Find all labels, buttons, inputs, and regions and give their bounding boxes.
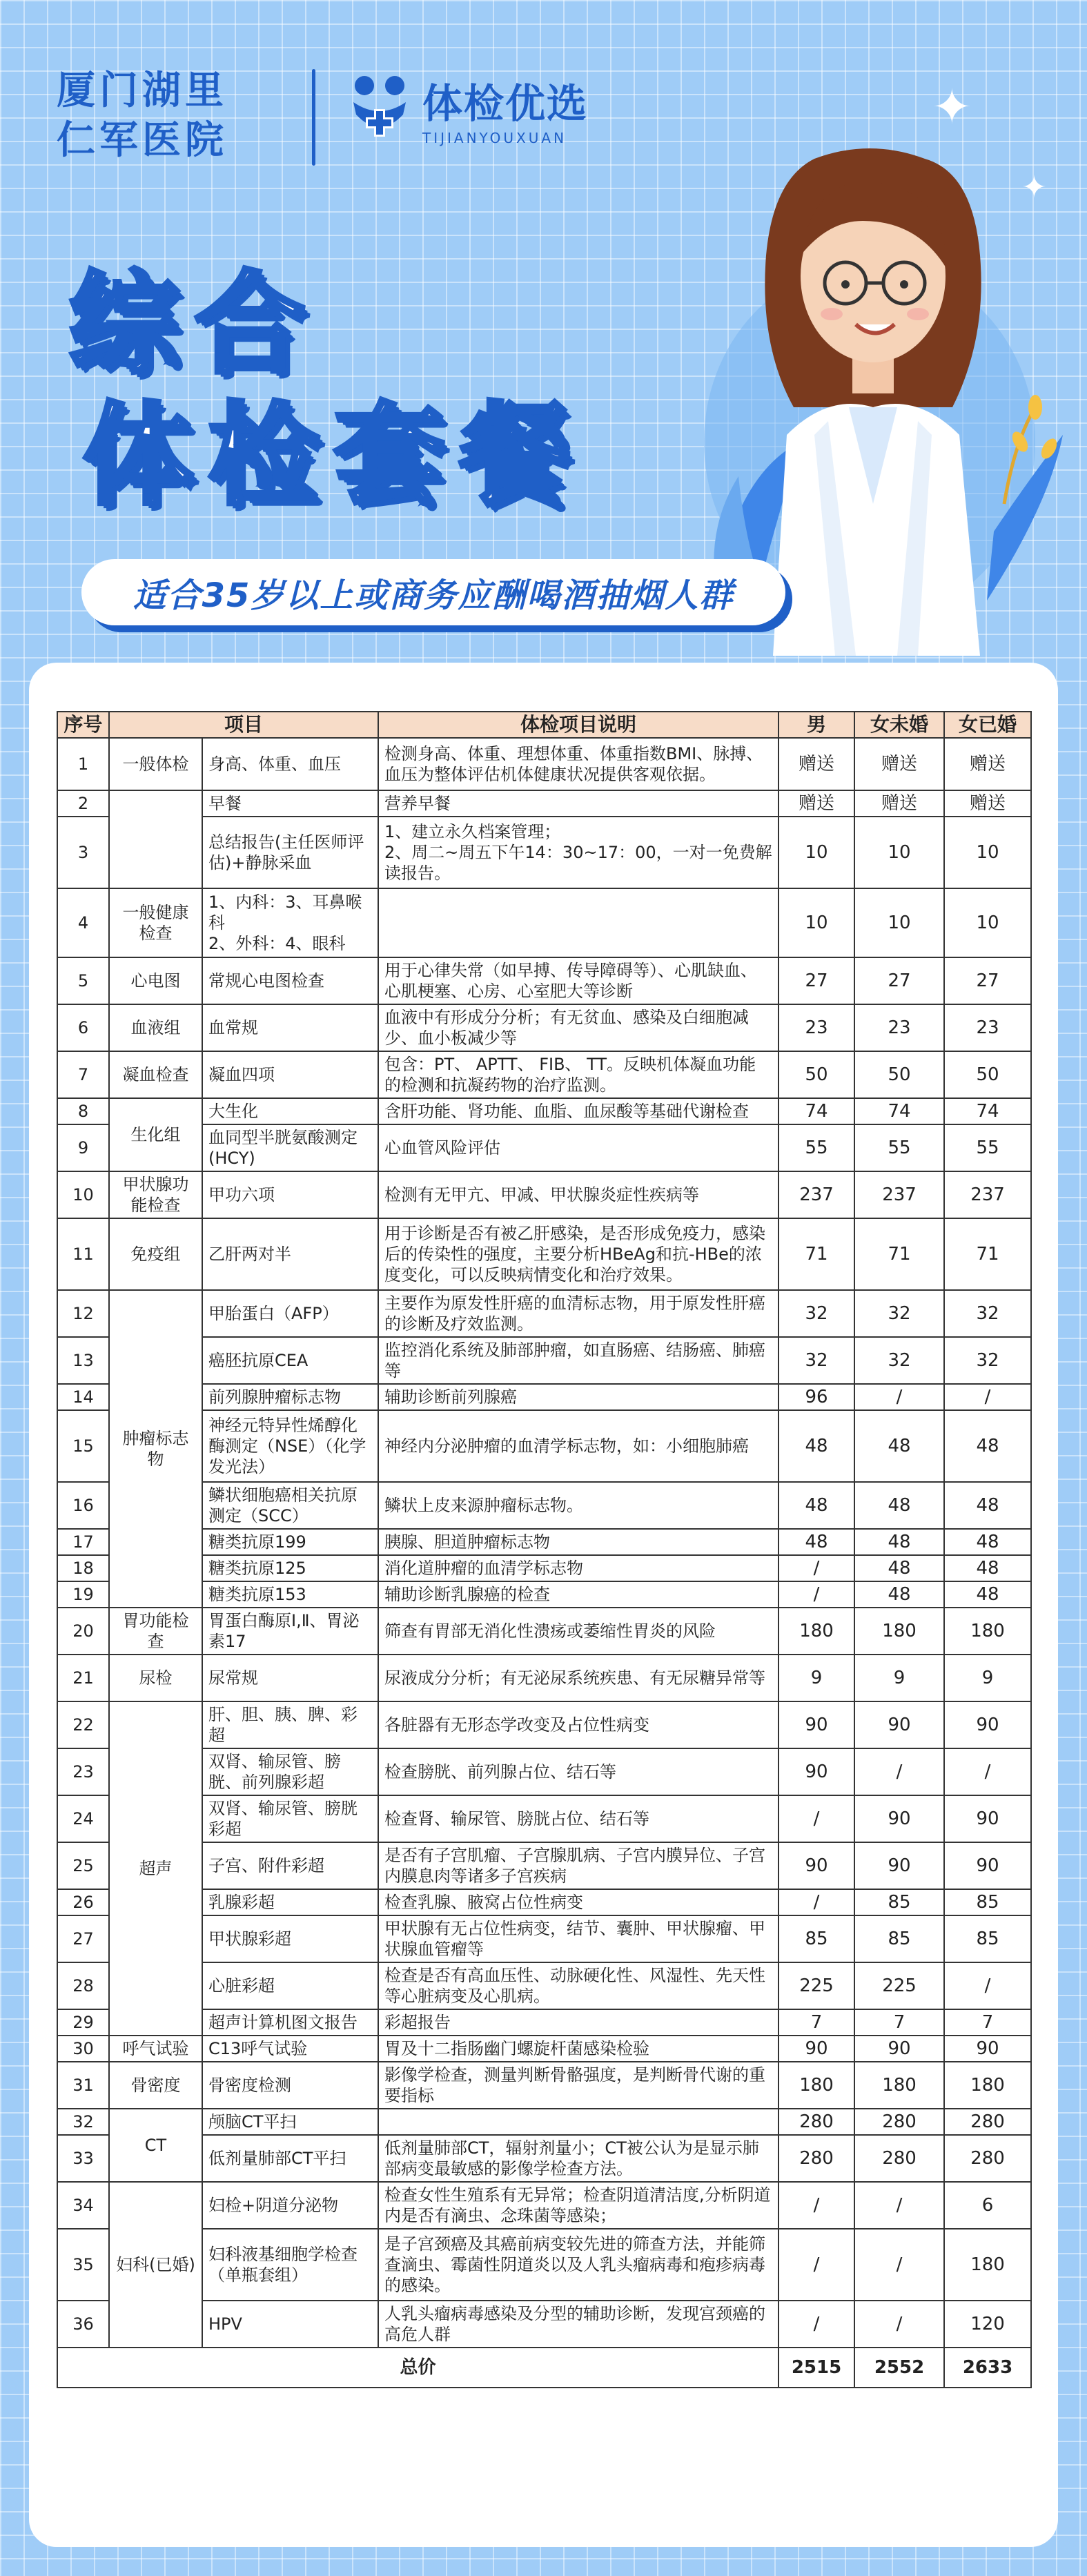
price-male: 180 <box>778 2062 854 2109</box>
description-cell: 辅助诊断前列腺癌 <box>378 1384 778 1410</box>
row-number: 7 <box>57 1051 109 1098</box>
total-female-unmarried: 2552 <box>854 2348 944 2388</box>
row-number: 21 <box>57 1655 109 1701</box>
category-cell: 凝血检查 <box>109 1051 202 1098</box>
item-cell: 凝血四项 <box>202 1051 378 1098</box>
description-cell: 各脏器有无形态学改变及占位性病变 <box>378 1701 778 1748</box>
total-row <box>57 2348 1031 2388</box>
category-cell: 超声 <box>109 1701 202 2036</box>
price-male: 32 <box>778 1337 854 1384</box>
hospital-name-line1: 厦门湖里 <box>57 68 228 113</box>
table-row <box>57 2135 1031 2182</box>
item-cell: 糖类抗原125 <box>202 1555 378 1581</box>
category-cell <box>109 790 202 888</box>
price-male: 96 <box>778 1384 854 1410</box>
description-cell: 鳞状上皮来源肿瘤标志物。 <box>378 1482 778 1529</box>
category-cell: 胃功能检查 <box>109 1608 202 1655</box>
row-number: 23 <box>57 1748 109 1795</box>
price-male: / <box>778 1795 854 1842</box>
category-cell: 心电图 <box>109 957 202 1004</box>
row-number: 35 <box>57 2229 109 2301</box>
table-row <box>57 1915 1031 1962</box>
price-female-married: 48 <box>944 1581 1031 1608</box>
description-cell: 用于诊断是否有被乙肝感染，是否形成免疫力，感染后的传染性的强度，主要分析HBeAg和抗-HBe的浓度变化，可以反映病情变化和治疗效果。 <box>378 1218 778 1290</box>
price-female-married: 55 <box>944 1124 1031 1171</box>
table-header-row <box>57 712 1031 738</box>
price-female-married: 27 <box>944 957 1031 1004</box>
row-number: 31 <box>57 2062 109 2109</box>
price-female-unmarried: 赠送 <box>854 790 944 817</box>
brand-name: 体检优选 <box>422 80 589 127</box>
table-row <box>57 1098 1031 1124</box>
sparkle-icon: ✦ <box>932 79 972 135</box>
item-cell: 胃蛋白酶原Ⅰ,Ⅱ、胃泌素17 <box>202 1608 378 1655</box>
price-female-unmarried: / <box>854 1384 944 1410</box>
price-female-married: 48 <box>944 1410 1031 1482</box>
price-female-married: 10 <box>944 888 1031 957</box>
price-male: / <box>778 2182 854 2229</box>
table-row <box>57 790 1031 817</box>
description-cell: 彩超报告 <box>378 2009 778 2036</box>
price-female-unmarried: 225 <box>854 1962 944 2009</box>
price-female-unmarried: 10 <box>854 888 944 957</box>
row-number: 15 <box>57 1410 109 1482</box>
header-desc: 体检项目说明 <box>378 712 778 738</box>
price-female-married: 9 <box>944 1655 1031 1701</box>
table-row <box>57 1384 1031 1410</box>
price-female-unmarried: 180 <box>854 1608 944 1655</box>
price-male: 赠送 <box>778 790 854 817</box>
price-female-unmarried: / <box>854 2182 944 2229</box>
row-number: 13 <box>57 1337 109 1384</box>
table-row <box>57 1337 1031 1384</box>
item-cell: 前列腺肿瘤标志物 <box>202 1384 378 1410</box>
table-row <box>57 2229 1031 2301</box>
price-female-married: 85 <box>944 1889 1031 1915</box>
price-female-unmarried: 32 <box>854 1337 944 1384</box>
price-female-unmarried: 9 <box>854 1655 944 1701</box>
logo-divider <box>312 69 315 166</box>
row-number: 9 <box>57 1124 109 1171</box>
price-male: / <box>778 2229 854 2301</box>
row-number: 6 <box>57 1004 109 1051</box>
item-cell: 尿常规 <box>202 1655 378 1701</box>
description-cell: 主要作为原发性肝癌的血清标志物，用于原发性肝癌的诊断及疗效监测。 <box>378 1290 778 1337</box>
table-row <box>57 1555 1031 1581</box>
total-male: 2515 <box>778 2348 854 2388</box>
item-cell: 早餐 <box>202 790 378 817</box>
price-male: 90 <box>778 1842 854 1889</box>
row-number: 32 <box>57 2109 109 2135</box>
target-audience-banner: 适合35岁以上或商务应酬喝酒抽烟人群 <box>81 559 785 625</box>
price-female-married: / <box>944 1384 1031 1410</box>
price-female-married: 赠送 <box>944 738 1031 790</box>
price-female-unmarried: 90 <box>854 1842 944 1889</box>
row-number: 25 <box>57 1842 109 1889</box>
item-cell: 心脏彩超 <box>202 1962 378 2009</box>
price-female-married: 120 <box>944 2301 1031 2348</box>
price-female-married: 180 <box>944 2062 1031 2109</box>
category-cell: 妇科(已婚) <box>109 2182 202 2348</box>
table-row <box>57 2301 1031 2348</box>
price-male: 23 <box>778 1004 854 1051</box>
price-female-unmarried: 48 <box>854 1482 944 1529</box>
price-male: 237 <box>778 1171 854 1218</box>
description-cell: 含肝功能、肾功能、血脂、血尿酸等基础代谢检查 <box>378 1098 778 1124</box>
item-cell: 血同型半胱氨酸测定(HCY) <box>202 1124 378 1171</box>
table-row <box>57 1581 1031 1608</box>
price-female-unmarried: 280 <box>854 2135 944 2182</box>
description-cell: 营养早餐 <box>378 790 778 817</box>
row-number: 11 <box>57 1218 109 1290</box>
price-female-unmarried: 27 <box>854 957 944 1004</box>
table-row <box>57 2062 1031 2109</box>
row-number: 20 <box>57 1608 109 1655</box>
table-row <box>57 817 1031 888</box>
table-row <box>57 888 1031 957</box>
row-number: 36 <box>57 2301 109 2348</box>
row-number: 30 <box>57 2036 109 2062</box>
price-female-married: 90 <box>944 2036 1031 2062</box>
price-male: 32 <box>778 1290 854 1337</box>
item-cell: 子宫、附件彩超 <box>202 1842 378 1889</box>
category-cell: 免疫组 <box>109 1218 202 1290</box>
description-cell: 检查肾、输尿管、膀胱占位、结石等 <box>378 1795 778 1842</box>
price-female-married: 赠送 <box>944 790 1031 817</box>
row-number: 16 <box>57 1482 109 1529</box>
description-cell <box>378 888 778 957</box>
item-cell: HPV <box>202 2301 378 2348</box>
table-row <box>57 2009 1031 2036</box>
hospital-name-line2: 仁军医院 <box>57 118 228 163</box>
table-row <box>57 1290 1031 1337</box>
row-number: 28 <box>57 1962 109 2009</box>
category-cell: 血液组 <box>109 1004 202 1051</box>
description-cell: 低剂量肺部CT，辐射剂量小；CT被公认为是显示肺部病变最敏感的影像学检查方法。 <box>378 2135 778 2182</box>
description-cell: 检查女性生殖系有无异常；检查阴道清洁度,分析阴道内是否有滴虫、念珠菌等感染； <box>378 2182 778 2229</box>
brand-logo-icon <box>344 72 415 144</box>
item-cell: 妇科液基细胞学检查（单瓶套组） <box>202 2229 378 2301</box>
item-cell: 肝、胆、胰、脾、彩超 <box>202 1701 378 1748</box>
description-cell: 用于心律失常（如早搏、传导障碍等）、心肌缺血、心肌梗塞、心房、心室肥大等诊断 <box>378 957 778 1004</box>
price-male: 225 <box>778 1962 854 2009</box>
price-female-unmarried: 85 <box>854 1889 944 1915</box>
row-number: 22 <box>57 1701 109 1748</box>
description-cell: 胰腺、胆道肿瘤标志物 <box>378 1529 778 1555</box>
price-male: 280 <box>778 2135 854 2182</box>
row-number: 14 <box>57 1384 109 1410</box>
description-cell: 尿液成分分析；有无泌尿系统疾患、有无尿糖异常等 <box>378 1655 778 1701</box>
description-cell: 检测有无甲亢、甲减、甲状腺炎症性疾病等 <box>378 1171 778 1218</box>
header-female-married: 女已婚 <box>944 712 1031 738</box>
category-cell: 骨密度 <box>109 2062 202 2109</box>
price-female-unmarried: 10 <box>854 817 944 888</box>
price-female-unmarried: 85 <box>854 1915 944 1962</box>
table-row <box>57 1842 1031 1889</box>
sparkle-icon: ✦ <box>1021 170 1047 205</box>
price-female-married: 48 <box>944 1482 1031 1529</box>
description-cell: 辅助诊断乳腺癌的检查 <box>378 1581 778 1608</box>
price-female-married: 90 <box>944 1842 1031 1889</box>
price-female-unmarried: 90 <box>854 2036 944 2062</box>
table-row <box>57 1701 1031 1748</box>
price-female-married: 48 <box>944 1555 1031 1581</box>
item-cell: 糖类抗原153 <box>202 1581 378 1608</box>
price-female-unmarried: 55 <box>854 1124 944 1171</box>
item-cell: C13呼气试验 <box>202 2036 378 2062</box>
price-female-unmarried: 280 <box>854 2109 944 2135</box>
item-cell: 甲状腺彩超 <box>202 1915 378 1962</box>
row-number: 34 <box>57 2182 109 2229</box>
header-female-unmarried: 女未婚 <box>854 712 944 738</box>
price-female-married: 237 <box>944 1171 1031 1218</box>
table-row <box>57 1218 1031 1290</box>
price-female-married: 32 <box>944 1290 1031 1337</box>
price-male: 74 <box>778 1098 854 1124</box>
row-number: 1 <box>57 738 109 790</box>
item-cell: 癌胚抗原CEA <box>202 1337 378 1384</box>
price-female-married: 71 <box>944 1218 1031 1290</box>
price-male: / <box>778 1581 854 1608</box>
description-cell: 检查膀胱、前列腺占位、结石等 <box>378 1748 778 1795</box>
price-male: / <box>778 2301 854 2348</box>
table-row <box>57 1051 1031 1098</box>
item-cell: 总结报告(主任医师评估)+静脉采血 <box>202 817 378 888</box>
item-cell: 大生化 <box>202 1098 378 1124</box>
row-number: 18 <box>57 1555 109 1581</box>
price-male: 48 <box>778 1410 854 1482</box>
description-cell: 检查乳腺、腋窝占位性病变 <box>378 1889 778 1915</box>
price-male: 9 <box>778 1655 854 1701</box>
table-row <box>57 1889 1031 1915</box>
price-male: 90 <box>778 1748 854 1795</box>
price-male: 71 <box>778 1218 854 1290</box>
package-table <box>57 711 1032 2388</box>
price-male: 90 <box>778 2036 854 2062</box>
price-female-married: 32 <box>944 1337 1031 1384</box>
item-cell: 1、内科：3、耳鼻喉科 2、外科：4、眼科 <box>202 888 378 957</box>
description-cell: 检测身高、体重、理想体重、体重指数BMI、脉搏、血压为整体评估机体健康状况提供客观依据。 <box>378 738 778 790</box>
brand-name-en: TIJIANYOUXUAN <box>422 130 567 146</box>
price-female-unmarried: 48 <box>854 1529 944 1555</box>
item-cell: 乙肝两对半 <box>202 1218 378 1290</box>
row-number: 19 <box>57 1581 109 1608</box>
description-cell: 神经内分泌肿瘤的血清学标志物，如：小细胞肺癌 <box>378 1410 778 1482</box>
item-cell: 乳腺彩超 <box>202 1889 378 1915</box>
table-row <box>57 1482 1031 1529</box>
price-female-unmarried: 90 <box>854 1701 944 1748</box>
price-female-married: 23 <box>944 1004 1031 1051</box>
row-number: 26 <box>57 1889 109 1915</box>
category-cell: 肿瘤标志物 <box>109 1290 202 1608</box>
brand-logo-text <box>422 81 588 146</box>
item-cell: 甲胎蛋白（AFP） <box>202 1290 378 1337</box>
row-number: 5 <box>57 957 109 1004</box>
price-male: / <box>778 1889 854 1915</box>
price-female-married: 85 <box>944 1915 1031 1962</box>
price-male: 55 <box>778 1124 854 1171</box>
price-male: 48 <box>778 1529 854 1555</box>
page-title-line2: 体检套餐 <box>83 391 586 520</box>
category-cell: 尿检 <box>109 1655 202 1701</box>
price-female-married: 280 <box>944 2135 1031 2182</box>
row-number: 2 <box>57 790 109 817</box>
price-female-unmarried: 237 <box>854 1171 944 1218</box>
price-male: 10 <box>778 888 854 957</box>
row-number: 8 <box>57 1098 109 1124</box>
hospital-logo-text <box>57 66 228 166</box>
description-cell: 影像学检查，测量判断骨骼强度，是判断骨代谢的重要指标 <box>378 2062 778 2109</box>
description-cell <box>378 2109 778 2135</box>
item-cell: 神经元特异性烯醇化酶测定（NSE）（化学发光法） <box>202 1410 378 1482</box>
price-female-married: 10 <box>944 817 1031 888</box>
table-row <box>57 738 1031 790</box>
price-male: 10 <box>778 817 854 888</box>
price-female-unmarried: 32 <box>854 1290 944 1337</box>
description-cell: 包含：PT、 APTT、 FIB、 TT。反映机体凝血功能的检测和抗凝药物的治疗监测。 <box>378 1051 778 1098</box>
category-cell: CT <box>109 2109 202 2182</box>
item-cell: 常规心电图检查 <box>202 957 378 1004</box>
table-row <box>57 1529 1031 1555</box>
item-cell: 鳞状细胞癌相关抗原测定（SCC） <box>202 1482 378 1529</box>
table-row <box>57 1655 1031 1701</box>
price-female-unmarried: 赠送 <box>854 738 944 790</box>
price-female-unmarried: 90 <box>854 1795 944 1842</box>
item-cell: 骨密度检测 <box>202 2062 378 2109</box>
table-row <box>57 1410 1031 1482</box>
description-cell: 人乳头瘤病毒感染及分型的辅助诊断，发现宫颈癌的高危人群 <box>378 2301 778 2348</box>
description-cell: 是子宫颈癌及其癌前病变较先进的筛查方法，并能筛查滴虫、霉菌性阴道炎以及人乳头瘤病毒和疱疹病毒的感染。 <box>378 2229 778 2301</box>
row-number: 12 <box>57 1290 109 1337</box>
price-male: 85 <box>778 1915 854 1962</box>
description-cell: 1、建立永久档案管理； 2、周二~周五下午14：30~17：00，一对一免费解读报告。 <box>378 817 778 888</box>
row-number: 29 <box>57 2009 109 2036</box>
price-female-unmarried: 50 <box>854 1051 944 1098</box>
category-cell: 一般健康检查 <box>109 888 202 957</box>
price-male: 90 <box>778 1701 854 1748</box>
price-female-married: 7 <box>944 2009 1031 2036</box>
table-row <box>57 1748 1031 1795</box>
row-number: 3 <box>57 817 109 888</box>
category-cell: 甲状腺功能检查 <box>109 1171 202 1218</box>
table-row <box>57 1171 1031 1218</box>
price-female-unmarried: 71 <box>854 1218 944 1290</box>
price-female-unmarried: 74 <box>854 1098 944 1124</box>
item-cell: 糖类抗原199 <box>202 1529 378 1555</box>
category-cell: 呼气试验 <box>109 2036 202 2062</box>
price-female-married: 48 <box>944 1529 1031 1555</box>
price-female-unmarried: / <box>854 2301 944 2348</box>
item-cell: 颅脑CT平扫 <box>202 2109 378 2135</box>
price-male: 27 <box>778 957 854 1004</box>
price-female-married: 50 <box>944 1051 1031 1098</box>
item-cell: 甲功六项 <box>202 1171 378 1218</box>
description-cell: 监控消化系统及肺部肿瘤，如直肠癌、结肠癌、肺癌等 <box>378 1337 778 1384</box>
description-cell: 筛查有胃部无消化性溃疡或萎缩性胃炎的风险 <box>378 1608 778 1655</box>
price-female-married: 90 <box>944 1795 1031 1842</box>
table-row <box>57 2036 1031 2062</box>
price-female-unmarried: / <box>854 2229 944 2301</box>
price-female-unmarried: 23 <box>854 1004 944 1051</box>
price-female-unmarried: 48 <box>854 1555 944 1581</box>
price-female-unmarried: 48 <box>854 1410 944 1482</box>
page-title-line1: 综合 <box>69 260 321 389</box>
price-male: 180 <box>778 1608 854 1655</box>
category-cell: 一般体检 <box>109 738 202 790</box>
package-card <box>29 663 1058 2547</box>
row-number: 17 <box>57 1529 109 1555</box>
description-cell: 是否有子宫肌瘤、子宫腺肌病、子宫内膜异位、子宫内膜息肉等诸多子宫疾病 <box>378 1842 778 1889</box>
price-female-married: 6 <box>944 2182 1031 2229</box>
description-cell: 消化道肿瘤的血清学标志物 <box>378 1555 778 1581</box>
price-female-married: 180 <box>944 1608 1031 1655</box>
table-row <box>57 1962 1031 2009</box>
row-number: 27 <box>57 1915 109 1962</box>
price-female-unmarried: 7 <box>854 2009 944 2036</box>
item-cell: 超声计算机图文报告 <box>202 2009 378 2036</box>
price-female-married: 74 <box>944 1098 1031 1124</box>
item-cell: 血常规 <box>202 1004 378 1051</box>
table-row <box>57 1124 1031 1171</box>
description-cell: 心血管风险评估 <box>378 1124 778 1171</box>
price-female-married: / <box>944 1748 1031 1795</box>
item-cell: 双肾、输尿管、膀胱彩超 <box>202 1795 378 1842</box>
description-cell: 检查是否有高血压性、动脉硬化性、风湿性、先天性等心脏病变及心肌病。 <box>378 1962 778 2009</box>
total-female-married: 2633 <box>944 2348 1031 2388</box>
total-label: 总价 <box>57 2348 778 2388</box>
price-female-married: 90 <box>944 1701 1031 1748</box>
category-cell: 生化组 <box>109 1098 202 1171</box>
price-male: / <box>778 1555 854 1581</box>
table-row <box>57 1795 1031 1842</box>
table-row <box>57 2182 1031 2229</box>
price-male: 48 <box>778 1482 854 1529</box>
row-number: 33 <box>57 2135 109 2182</box>
item-cell: 低剂量肺部CT平扫 <box>202 2135 378 2182</box>
table-row <box>57 1004 1031 1051</box>
row-number: 24 <box>57 1795 109 1842</box>
item-cell: 双肾、输尿管、膀胱、前列腺彩超 <box>202 1748 378 1795</box>
row-number: 4 <box>57 888 109 957</box>
description-cell: 甲状腺有无占位性病变，结节、囊肿、甲状腺瘤、甲状腺血管瘤等 <box>378 1915 778 1962</box>
header-no: 序号 <box>57 712 109 738</box>
price-female-married: 280 <box>944 2109 1031 2135</box>
table-row <box>57 2109 1031 2135</box>
price-female-married: 180 <box>944 2229 1031 2301</box>
price-male: 7 <box>778 2009 854 2036</box>
header-male: 男 <box>778 712 854 738</box>
price-male: 50 <box>778 1051 854 1098</box>
price-female-unmarried: 180 <box>854 2062 944 2109</box>
price-female-unmarried: 48 <box>854 1581 944 1608</box>
item-cell: 身高、体重、血压 <box>202 738 378 790</box>
price-male: 280 <box>778 2109 854 2135</box>
header-item: 项目 <box>109 712 378 738</box>
row-number: 10 <box>57 1171 109 1218</box>
table-row <box>57 957 1031 1004</box>
price-female-married: / <box>944 1962 1031 2009</box>
price-male: 赠送 <box>778 738 854 790</box>
description-cell: 血液中有形成分分析；有无贫血、感染及白细胞减少、血小板减少等 <box>378 1004 778 1051</box>
item-cell: 妇检+阴道分泌物 <box>202 2182 378 2229</box>
price-female-unmarried: / <box>854 1748 944 1795</box>
table-row <box>57 1608 1031 1655</box>
description-cell: 胃及十二指肠幽门螺旋杆菌感染检验 <box>378 2036 778 2062</box>
